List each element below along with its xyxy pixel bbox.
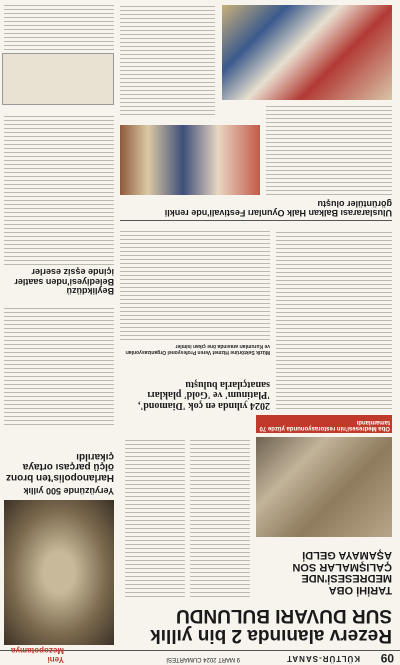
ruins-photo bbox=[256, 437, 392, 537]
main-story-text-col-1 bbox=[190, 437, 250, 597]
festival-text-left bbox=[266, 105, 392, 195]
left-mid-text bbox=[276, 229, 392, 409]
festival-group-photo bbox=[120, 125, 260, 195]
restoration-note-text: Oba Medresesi'nin restorasyonunda yüzde 70 tamamlandı bbox=[259, 419, 390, 431]
story-4-text bbox=[4, 115, 114, 265]
main-story-text-col-2 bbox=[125, 437, 185, 597]
story-2-headline: Harlanopolis'ten bronz ölçü parçası ortaya çıkarıldı bbox=[6, 451, 114, 483]
brand-logo: Yeni Mezopotamya bbox=[11, 646, 64, 664]
story-3-kicker: Müzik Sektörüne Hizmet Veren Profesyonel Organizasyonları ve Kurumları arasında öne çıkan isimler bbox=[125, 343, 270, 355]
story-4-headline: Beylikdüzü Belediyesi'nden saatler içinde eşsiz eserler bbox=[14, 267, 114, 296]
story-2-text bbox=[4, 305, 114, 425]
story-3-headline: 2024 yılında en çok 'Diamond', 'Platinum' ve 'Gold' plakları sanatçılarla buluştu bbox=[138, 379, 270, 411]
page-number: 09 bbox=[380, 651, 394, 665]
bronze-artifact-photo bbox=[4, 500, 114, 645]
dancers-photo bbox=[222, 5, 392, 100]
story-3-text bbox=[120, 230, 270, 340]
promo-banner bbox=[2, 53, 114, 105]
main-headline: Rezerv alanında 2 bin yıllık SUR DUVARI BULUNDU bbox=[150, 605, 392, 646]
story-2-subhead: Yeryüzünde 500 yıllık bbox=[23, 486, 114, 496]
page-header bbox=[0, 646, 400, 665]
festival-text-bottom bbox=[120, 5, 215, 115]
right-bottom-text bbox=[4, 5, 114, 50]
issue-date: 9 MART 2024 CUMARTESİ bbox=[166, 656, 240, 662]
section-label: KÜLTÜR-SANAT bbox=[286, 654, 360, 663]
story-4-subhead: Uluslararası Balkan Halk Oyunları Festivali'nde renkli görüntüler oluştu bbox=[120, 198, 392, 221]
main-subhead: TARİHİ OBA MEDRESESİ'NDE ÇALIŞMALAR SON AŞAMAYA GELDİ bbox=[292, 549, 392, 596]
restoration-note-box bbox=[256, 415, 392, 433]
